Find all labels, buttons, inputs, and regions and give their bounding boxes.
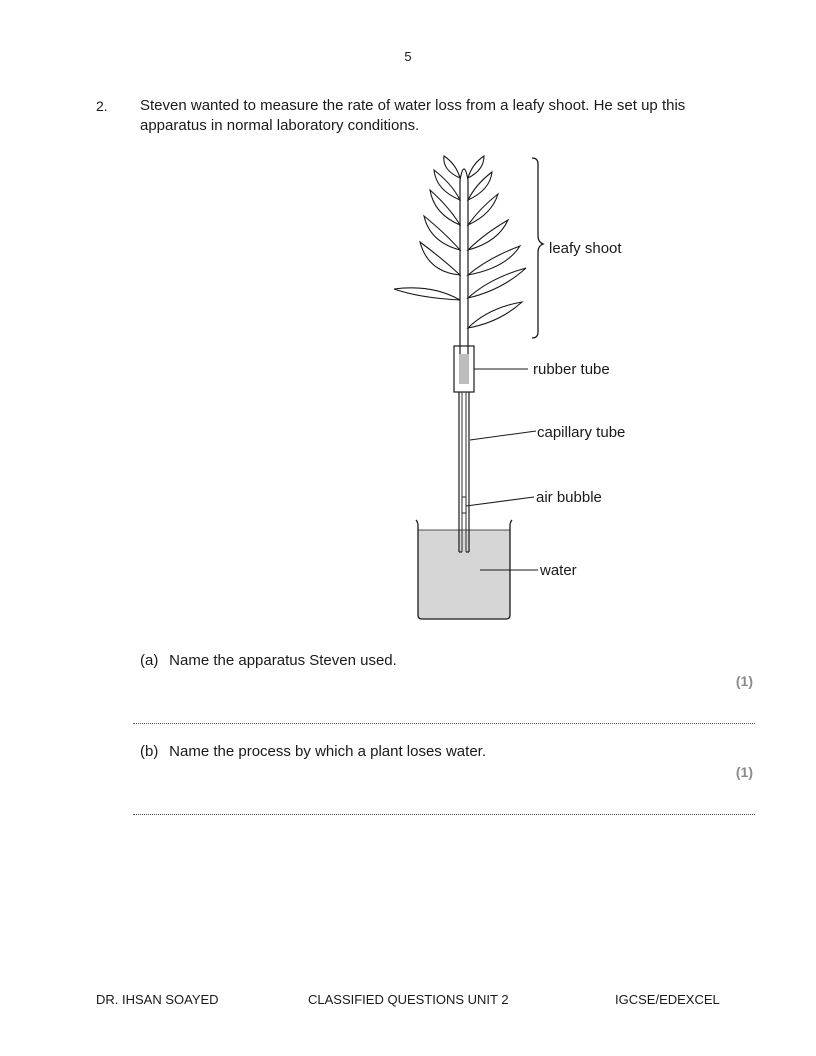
part-b-marks: (1) (735, 764, 753, 780)
label-rubber-tube: rubber tube (533, 361, 610, 378)
brace (532, 158, 543, 338)
plant-stem (460, 169, 468, 354)
footer-title: CLASSIFIED QUESTIONS UNIT 2 (308, 992, 509, 1007)
question-number: 2. (96, 98, 108, 114)
air-bubble-leader (466, 497, 534, 506)
answer-line-a[interactable] (133, 723, 755, 724)
rubber-tube (454, 346, 474, 392)
label-leafy-shoot: leafy shoot (549, 240, 622, 257)
answer-line-b[interactable] (133, 814, 755, 815)
part-b-text: Name the process by which a plant loses water. (169, 743, 486, 760)
question-intro: Steven wanted to measure the rate of water loss from a leafy shoot. He set up this apparatus in normal laboratory conditions. (140, 97, 686, 134)
label-water: water (540, 562, 577, 579)
part-a-label: (a) (140, 652, 159, 669)
footer-course: IGCSE/EDEXCEL (615, 992, 720, 1007)
capillary-tube-leader (470, 431, 536, 440)
page-number: 5 (404, 49, 412, 64)
part-a-text: Name the apparatus Steven used. (169, 652, 397, 669)
capillary-tube (459, 388, 469, 552)
label-capillary-tube: capillary tube (537, 424, 626, 441)
label-air-bubble: air bubble (536, 489, 602, 506)
part-a-marks: (1) (735, 673, 753, 689)
air-bubble (462, 497, 466, 513)
potometer-diagram (380, 150, 650, 625)
part-b-label: (b) (140, 743, 159, 760)
footer-author: DR. IHSAN SOAYED (96, 992, 219, 1007)
question-part-a (140, 652, 397, 669)
question-part-b (140, 743, 486, 760)
